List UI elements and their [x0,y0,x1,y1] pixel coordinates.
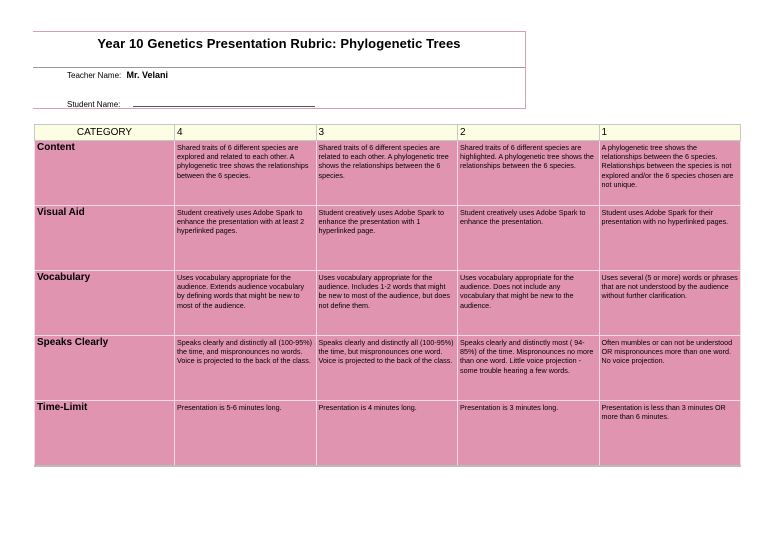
table-row [35,141,741,206]
student-row [67,99,315,109]
rubric-cell: Speaks clearly and distinctly most ( 94-85%) of the time. Mispronounces no more than one word. Little voice projection - some trouble hearing a few words. [458,336,600,401]
column-header-1: 1 [599,125,741,141]
rubric-cell: Shared traits of 6 different species are explored and related to each other. A phylogenetic tree shows the relationships between the 6 species. [175,141,317,206]
teacher-name: Mr. Velani [126,70,169,80]
column-header-4: 4 [175,125,317,141]
table-row [35,336,741,401]
column-header-3: 3 [316,125,458,141]
rubric-cell: Presentation is less than 3 minutes OR more than 6 minutes. [599,401,741,466]
rubric-cell: Presentation is 4 minutes long. [316,401,458,466]
rubric-cell: Student creatively uses Adobe Spark to enhance the presentation with 1 hyperlinked page. [316,206,458,271]
category-cell: Visual Aid [35,206,175,271]
rubric-cell: Presentation is 5-6 minutes long. [175,401,317,466]
teacher-label: Teacher Name: [67,71,122,80]
column-header-category: CATEGORY [35,125,175,141]
category-cell: Vocabulary [35,271,175,336]
table-row [35,206,741,271]
rubric-cell: Student creatively uses Adobe Spark to enhance the presentation with at least 2 hyperlinked pages. [175,206,317,271]
rubric-cell: Uses vocabulary appropriate for the audience. Does not include any vocabulary that might be new to the audience. [458,271,600,336]
rubric-cell: Student uses Adobe Spark for their presentation with no hyperlinked pages. [599,206,741,271]
category-cell: Speaks Clearly [35,336,175,401]
page-title: Year 10 Genetics Presentation Rubric: Phylogenetic Trees [97,36,461,51]
student-name-blank [133,99,315,107]
rubric-cell: Student creatively uses Adobe Spark to enhance the presentation. [458,206,600,271]
rubric-cell: Uses several (5 or more) words or phrases that are not understood by the audience without further clarification. [599,271,741,336]
rubric-cell: A phylogenetic tree shows the relationships between the 6 species. Relationships between the species is not explored and/or the 6 species chosen are not unique. [599,141,741,206]
category-cell: Time-Limit [35,401,175,466]
rubric-header-row [35,125,741,141]
rubric-cell: Presentation is 3 minutes long. [458,401,600,466]
rubric-cell: Often mumbles or can not be understood OR mispronounces more than one word. No voice projection. [599,336,741,401]
rubric-cell: Uses vocabulary appropriate for the audience. Extends audience vocabulary by defining words that might be new to most of the audience. [175,271,317,336]
rubric-cell: Speaks clearly and distinctly all (100-95%) the time, and mispronounces no words. Voice is projected to the back of the class. [175,336,317,401]
table-row [35,271,741,336]
rubric-header [33,31,526,109]
rubric-cell: Uses vocabulary appropriate for the audience. Includes 1-2 words that might be new to most of the audience, but does not define them. [316,271,458,336]
rubric-cell: Shared traits of 6 different species are related to each other. A phylogenetic tree shows the relationships between the 6 species. [316,141,458,206]
rubric-cell: Speaks clearly and distinctly all (100-95%) the time, but mispronounces one word. Voice is projected to the back of the class. [316,336,458,401]
column-header-2: 2 [458,125,600,141]
rubric-cell: Shared traits of 6 different species are highlighted. A phylogenetic tree shows the relationships between the 6 species. [458,141,600,206]
student-label: Student Name: [67,100,121,109]
header-divider [33,67,525,68]
teacher-row [67,70,168,80]
table-row [35,401,741,466]
category-cell: Content [35,141,175,206]
rubric-table [34,124,741,467]
